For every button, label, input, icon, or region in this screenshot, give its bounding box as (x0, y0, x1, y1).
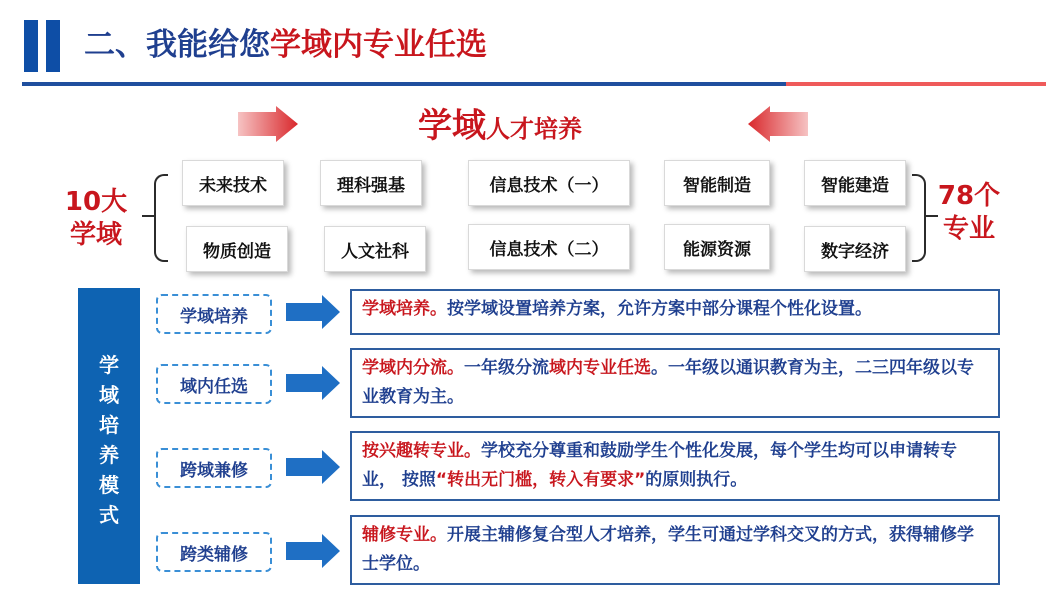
major-count-line1: 78个 (937, 181, 1001, 211)
mode-tag: 域内任选 (156, 364, 272, 404)
domain-chip: 数字经济 (804, 226, 906, 272)
mode-char: 模 (99, 473, 119, 497)
training-mode-label (78, 350, 140, 530)
major-count-line2: 专业 (942, 214, 995, 244)
mode-description (350, 289, 1000, 335)
section-subtitle (418, 98, 582, 147)
subtitle-big: 学域 (418, 106, 486, 146)
title-accent-bar (24, 20, 38, 72)
description-lead: 按兴趣转专业。 (362, 441, 481, 461)
domain-chip: 智能制造 (664, 160, 770, 206)
page-title-part-red: 学域内专业任选 (270, 27, 487, 63)
arrow-right-icon (238, 106, 300, 142)
description-text-tail: 的原则执行。 (645, 470, 748, 490)
domain-chip: 智能建造 (804, 160, 906, 206)
domain-count-line2: 学域 (69, 220, 122, 250)
mode-description (350, 431, 1000, 501)
arrow-right-icon (286, 374, 322, 392)
domain-chip: 信息技术（一） (468, 160, 630, 206)
arrow-right-icon-head (322, 366, 340, 400)
mode-char: 学 (99, 353, 119, 377)
arrow-right-icon (286, 458, 322, 476)
description-lead: 学域内分流。 (362, 358, 464, 378)
domain-chip: 人文社科 (324, 226, 426, 272)
title-accent-bar (46, 20, 60, 72)
description-highlight: “转出无门槛，转入有要求” (435, 470, 646, 490)
mode-tag: 学域培养 (156, 294, 272, 334)
brace-tick-left (142, 215, 154, 217)
arrow-right-icon (286, 303, 322, 321)
page-title (84, 22, 487, 68)
domain-chip: 物质创造 (186, 226, 288, 272)
domain-chip: 信息技术（二） (468, 224, 630, 270)
description-text-tail: 。一年级以通识教育为主，二三四年级以专业教育为主。 (362, 358, 974, 407)
domain-chip: 未来技术 (182, 160, 284, 206)
description-lead: 辅修专业。 (362, 525, 447, 545)
mode-char: 培 (99, 413, 119, 437)
mode-description (350, 515, 1000, 585)
description-text: 一年级分流 (464, 358, 549, 378)
description-lead: 学域培养。 (362, 299, 447, 319)
arrow-right-icon-head (322, 534, 340, 568)
brace-right (912, 174, 926, 262)
mode-description (350, 348, 1000, 418)
domain-count-label (64, 186, 128, 252)
header-divider-blue (22, 82, 786, 86)
arrow-right-icon (286, 542, 322, 560)
brace-left (154, 174, 168, 262)
description-highlight: 域内专业任选 (549, 358, 651, 378)
page-title-part-blue: 二、我能给您 (84, 27, 270, 63)
arrow-right-icon-head (322, 450, 340, 484)
mode-char: 养 (99, 443, 119, 467)
description-text: 开展主辅修复合型人才培养，学生可通过学科交叉的方式，获得辅修学士学位。 (362, 525, 974, 574)
arrow-right-icon-head (322, 295, 340, 329)
subtitle-small: 人才培养 (486, 115, 582, 143)
header-divider-red (786, 82, 1046, 86)
mode-char: 域 (99, 383, 119, 407)
mode-tag: 跨域兼修 (156, 448, 272, 488)
major-count-label (936, 180, 1002, 246)
description-text: 学校充分尊重和鼓励学生个性化发展，每个学生均可以申请转专业， 按照 (362, 441, 957, 490)
mode-tag: 跨类辅修 (156, 532, 272, 572)
arrow-left-icon (746, 106, 808, 142)
description-text: 按学域设置培养方案，允许方案中部分课程个性化设置。 (447, 299, 872, 319)
mode-char: 式 (99, 503, 119, 527)
domain-chip: 理科强基 (320, 160, 422, 206)
domain-chip: 能源资源 (664, 224, 770, 270)
domain-count-line1: 10大 (64, 187, 128, 217)
